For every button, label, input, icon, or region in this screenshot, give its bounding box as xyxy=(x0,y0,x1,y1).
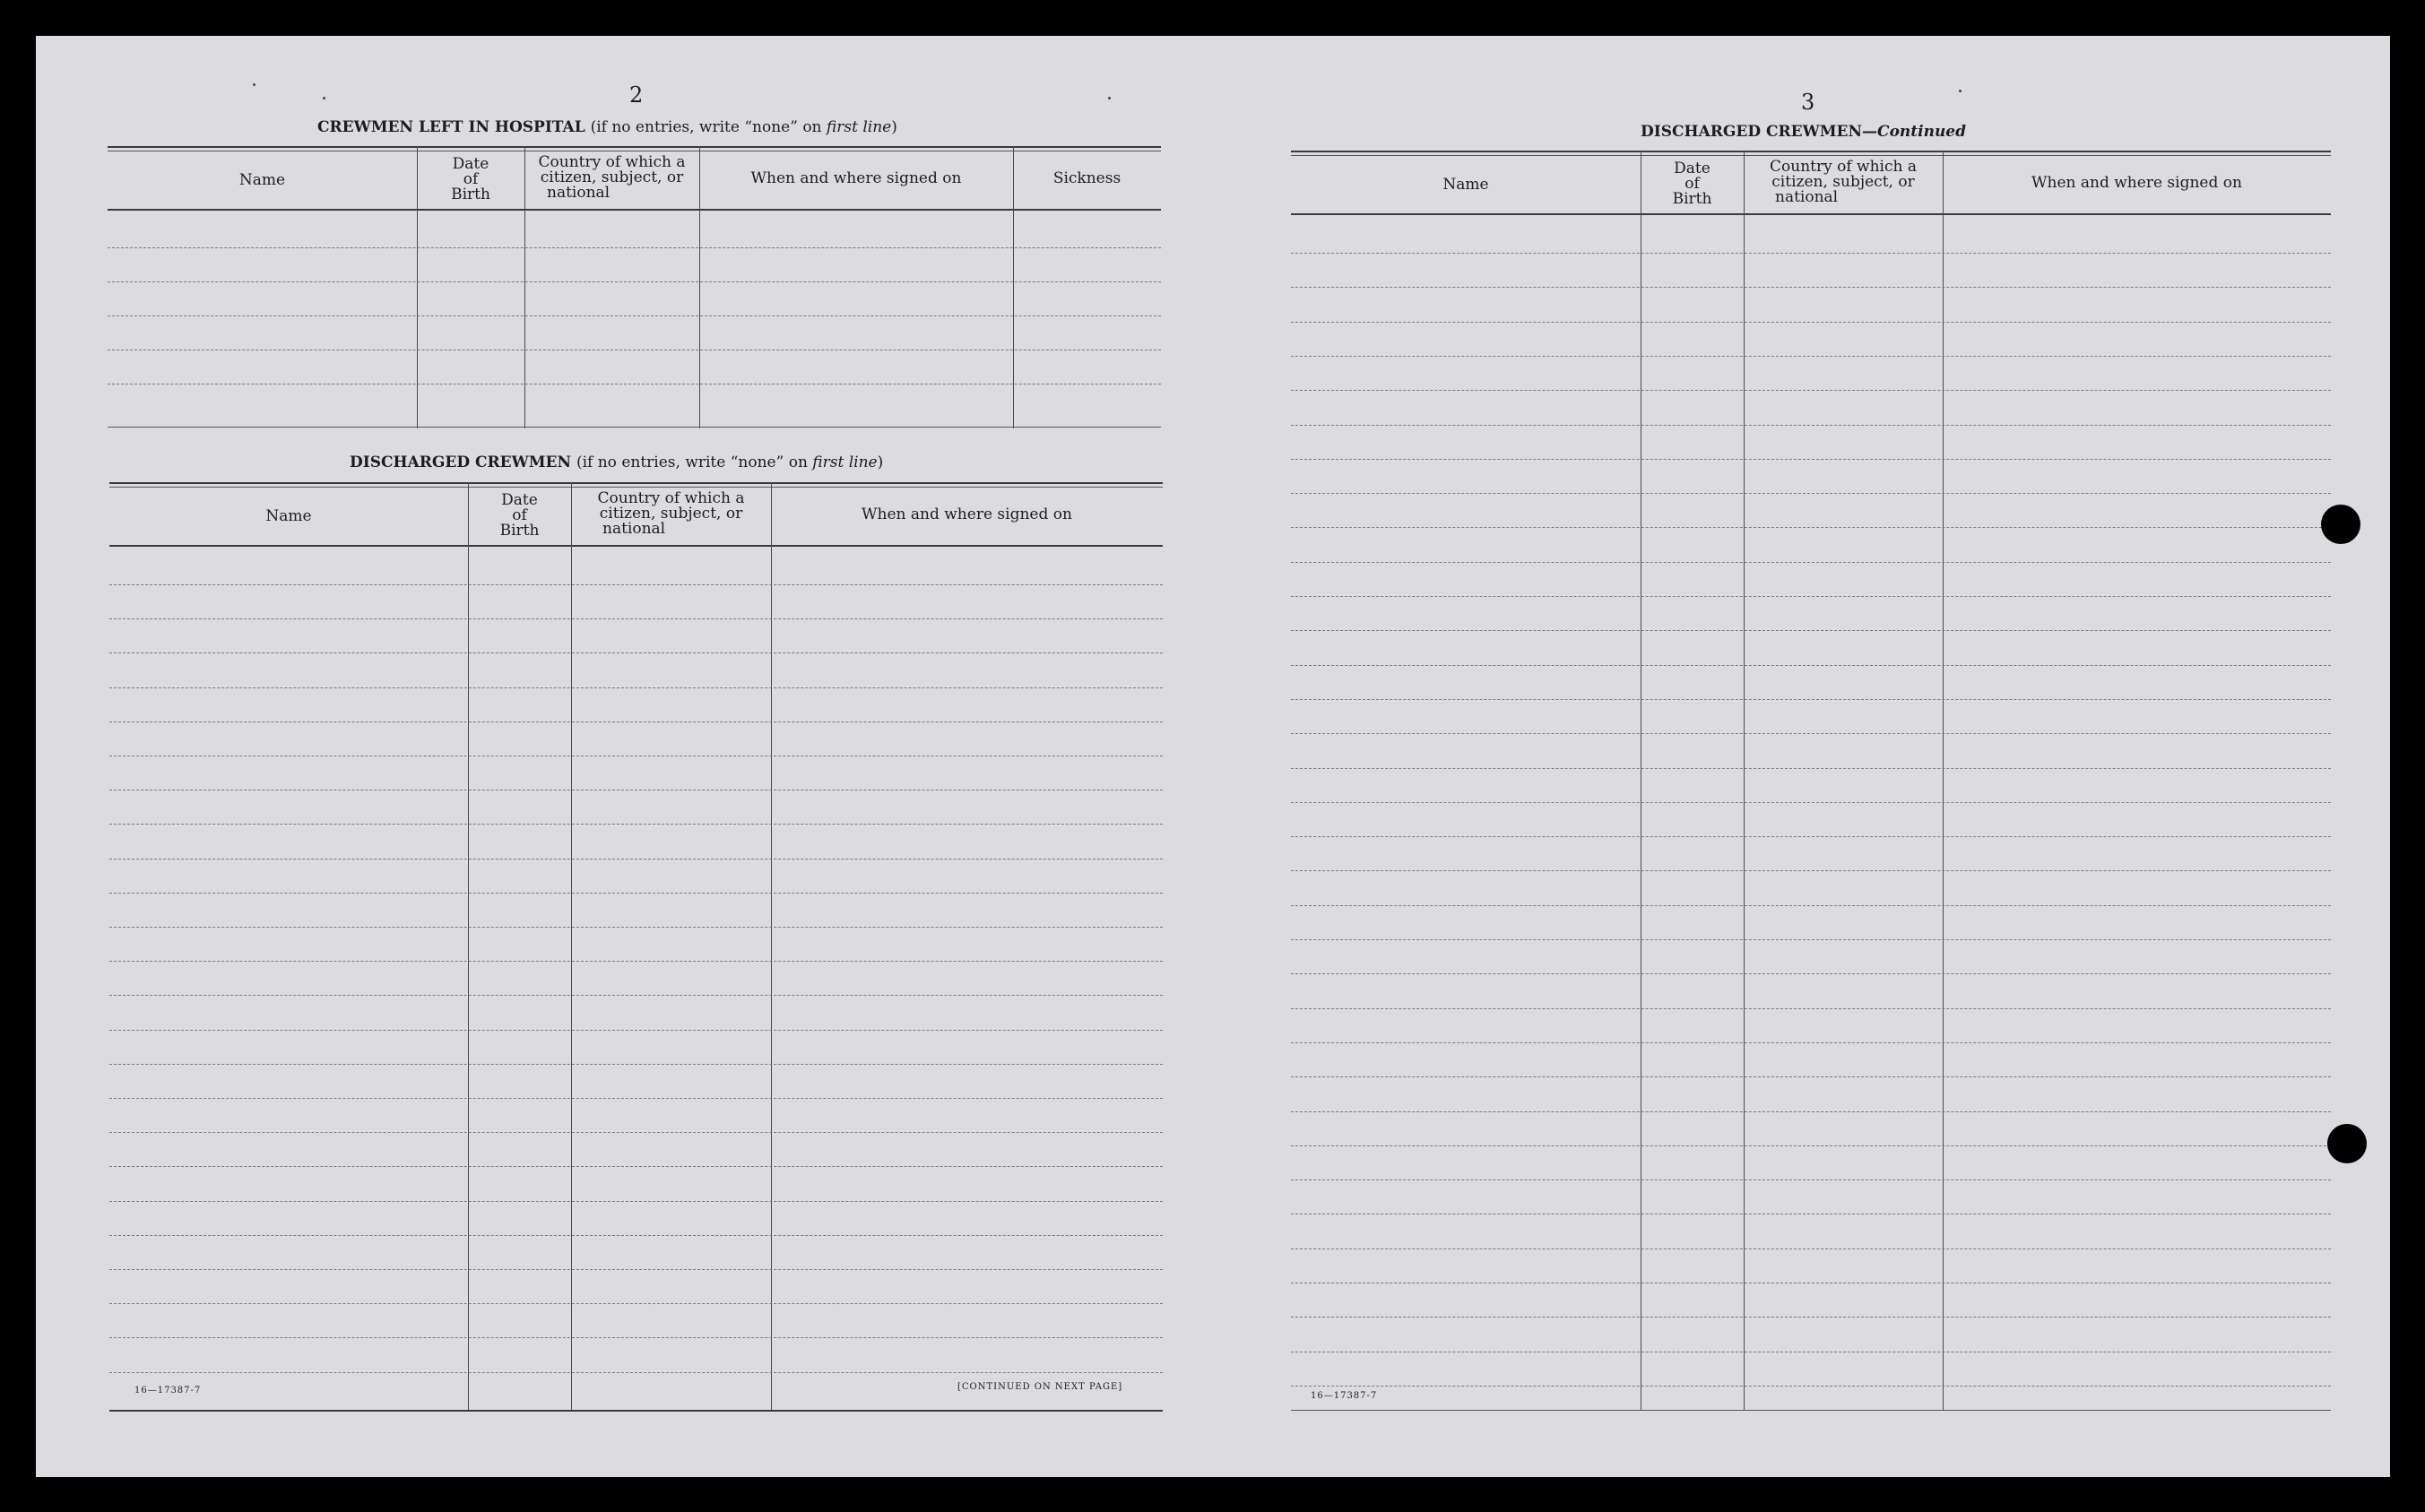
column-divider xyxy=(1943,151,1944,1410)
column-divider xyxy=(1744,151,1745,1410)
column-header-country: Country of which a citizen, subject, or national xyxy=(597,489,745,538)
row-rule xyxy=(109,687,1163,688)
hospital-section-note: (if no entries, write “none” on first line) xyxy=(590,118,897,136)
right-section-continued: —Continued xyxy=(1862,123,1967,141)
table-top-rule xyxy=(1291,155,2331,156)
row-rule xyxy=(109,790,1163,791)
column-divider xyxy=(468,482,469,1410)
column-divider xyxy=(699,146,700,428)
header-bottom-rule xyxy=(109,545,1163,547)
column-divider xyxy=(571,482,572,1410)
table-bottom-rule xyxy=(108,427,1161,428)
column-divider xyxy=(1013,146,1014,428)
discharged-section-heading: DISCHARGED CREWMEN xyxy=(350,454,572,471)
row-rule xyxy=(109,1303,1163,1304)
row-rule xyxy=(1291,1008,2331,1009)
row-rule xyxy=(108,315,1161,316)
row-rule xyxy=(1291,768,2331,769)
row-rule xyxy=(109,1098,1163,1099)
row-rule xyxy=(109,1235,1163,1236)
continued-note: [CONTINUED ON NEXT PAGE] xyxy=(957,1382,1123,1392)
right-section-title xyxy=(1641,123,1966,141)
table-bottom-rule xyxy=(109,1410,1163,1412)
row-rule xyxy=(1291,253,2331,254)
row-rule xyxy=(109,1201,1163,1202)
column-divider xyxy=(771,482,772,1410)
column-header-dob: Date of Birth xyxy=(499,491,540,540)
row-rule xyxy=(109,618,1163,619)
row-rule xyxy=(1291,870,2331,871)
hospital-table xyxy=(108,146,1161,428)
row-rule xyxy=(1291,322,2331,323)
table-top-rule xyxy=(1291,151,2331,152)
row-rule xyxy=(1291,1317,2331,1318)
column-header-sickness: Sickness xyxy=(1052,169,1122,187)
row-rule xyxy=(1291,1145,2331,1146)
row-rule xyxy=(109,1166,1163,1167)
row-rule xyxy=(109,927,1163,928)
row-rule xyxy=(1291,699,2331,700)
row-rule xyxy=(109,859,1163,860)
paper-speck xyxy=(323,97,325,99)
row-rule xyxy=(109,1372,1163,1373)
table-top-rule xyxy=(109,487,1163,488)
paper-speck xyxy=(1959,90,1962,92)
discharged-table xyxy=(109,482,1163,1410)
column-header-signed-on: When and where signed on xyxy=(862,505,1072,523)
column-header-dob: Date of Birth xyxy=(1672,160,1712,208)
row-rule xyxy=(1291,665,2331,666)
right-section-heading: DISCHARGED CREWMEN xyxy=(1641,123,1863,141)
right-page-number: 3 xyxy=(1801,90,1815,115)
column-header-name: Name xyxy=(238,171,286,189)
row-rule xyxy=(109,652,1163,653)
row-rule xyxy=(109,1030,1163,1031)
row-rule xyxy=(1291,459,2331,460)
row-rule xyxy=(1291,356,2331,357)
row-rule xyxy=(109,1064,1163,1065)
row-rule xyxy=(1291,905,2331,906)
row-rule xyxy=(1291,733,2331,734)
row-rule xyxy=(1291,836,2331,837)
hospital-section-heading: CREWMEN LEFT IN HOSPITAL xyxy=(317,118,585,136)
column-header-name: Name xyxy=(265,507,312,525)
row-rule xyxy=(1291,390,2331,391)
right-form-number: 16—17387-7 xyxy=(1311,1391,1378,1401)
column-header-name: Name xyxy=(1442,176,1489,194)
paper-speck xyxy=(1108,97,1111,99)
row-rule xyxy=(1291,802,2331,803)
row-rule xyxy=(1291,1386,2331,1387)
binder-hole xyxy=(2321,505,2360,544)
header-bottom-rule xyxy=(1291,213,2331,215)
row-rule xyxy=(1291,596,2331,597)
discharged-continued-table xyxy=(1291,151,2331,1410)
row-rule xyxy=(109,1337,1163,1338)
row-rule xyxy=(109,961,1163,962)
row-rule xyxy=(1291,939,2331,940)
table-bottom-rule xyxy=(1291,1410,2331,1411)
column-header-signed-on: When and where signed on xyxy=(2031,174,2242,192)
discharged-section-note: (if no entries, write “none” on first line) xyxy=(576,454,884,471)
row-rule xyxy=(1291,562,2331,563)
table-top-rule xyxy=(108,146,1161,148)
paper-speck xyxy=(253,83,255,86)
column-header-country: Country of which a citizen, subject, or national xyxy=(538,153,686,202)
column-header-dob: Date of Birth xyxy=(451,155,490,203)
row-rule xyxy=(108,247,1161,248)
table-top-rule xyxy=(109,482,1163,484)
row-rule xyxy=(109,1269,1163,1270)
form-sheet xyxy=(36,36,2390,1477)
header-bottom-rule xyxy=(108,209,1161,211)
row-rule xyxy=(109,1132,1163,1133)
row-rule xyxy=(1291,527,2331,528)
row-rule xyxy=(109,995,1163,996)
row-rule xyxy=(1291,1076,2331,1077)
hospital-section-title xyxy=(317,118,897,136)
row-rule xyxy=(108,281,1161,282)
row-rule xyxy=(1291,1042,2331,1043)
row-rule xyxy=(1291,630,2331,631)
row-rule xyxy=(1291,425,2331,426)
row-rule xyxy=(109,584,1163,585)
row-rule xyxy=(109,721,1163,722)
left-form-number: 16—17387-7 xyxy=(134,1386,202,1395)
column-header-country: Country of which a citizen, subject, or national xyxy=(1770,158,1917,206)
row-rule xyxy=(1291,287,2331,288)
row-rule xyxy=(1291,1248,2331,1249)
row-rule xyxy=(109,893,1163,894)
row-rule xyxy=(1291,493,2331,494)
discharged-section-title xyxy=(350,454,883,471)
row-rule xyxy=(1291,973,2331,974)
binder-hole xyxy=(2327,1124,2367,1163)
column-header-signed-on: When and where signed on xyxy=(750,169,962,187)
row-rule xyxy=(1291,1111,2331,1112)
left-page-number: 2 xyxy=(629,82,644,108)
row-rule xyxy=(1291,1179,2331,1180)
row-rule xyxy=(109,824,1163,825)
